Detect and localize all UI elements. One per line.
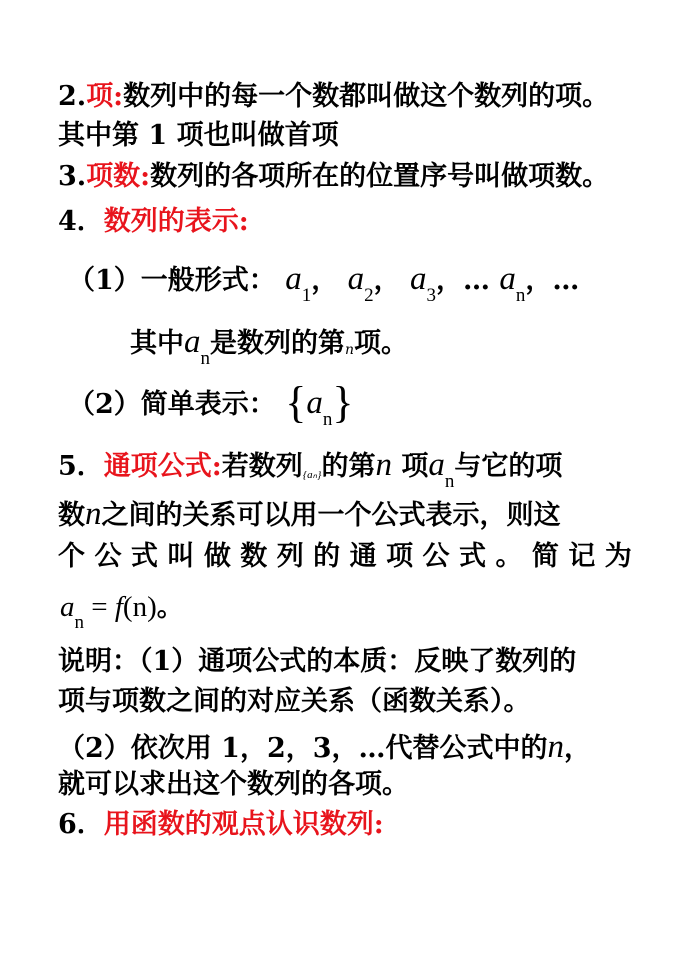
item5-number: 5． xyxy=(58,451,104,482)
item4-number: 4． xyxy=(58,206,104,237)
simple-a: a xyxy=(306,385,323,421)
note-line4: 就可以求出这个数列的各项。 xyxy=(58,769,409,800)
item5-line3 xyxy=(58,540,632,574)
item6-heading xyxy=(58,808,384,842)
item6-term: 用函数的观点认识数列: xyxy=(103,809,384,840)
item5-n2: n xyxy=(85,496,102,532)
where-a: a xyxy=(184,324,201,360)
item3-term: 项数: xyxy=(86,161,151,192)
seq-an-sub: n xyxy=(515,285,526,307)
formula-a: a xyxy=(60,591,75,623)
where-line xyxy=(130,325,408,376)
left-brace: { xyxy=(285,378,307,427)
item5-text6: 之间的关系可以用一个公式表示，则这 xyxy=(101,500,561,531)
char: 做 xyxy=(203,541,231,572)
right-brace: } xyxy=(332,378,354,427)
note-line2: 项与项数之间的对应关系（函数关系）。 xyxy=(58,686,531,717)
where-post: 项。 xyxy=(354,328,409,359)
char: 公 xyxy=(94,541,122,572)
item5-n1: n xyxy=(375,447,392,483)
item2-line2: 其中第 1 项也叫做首项 xyxy=(58,120,339,151)
item5-text1: 若数列 xyxy=(221,451,303,482)
item5-text2: 的第 xyxy=(321,451,376,482)
seq-a3: a xyxy=(410,261,427,297)
note-line1: 说明：（1）通项公式的本质：反映了数列的 xyxy=(58,646,577,677)
item5-line2 xyxy=(58,497,561,533)
char: 项 xyxy=(386,541,414,572)
item3-number: 3. xyxy=(58,161,87,192)
char: 为 xyxy=(604,541,632,572)
formula-line xyxy=(60,590,184,640)
item5-text5: 数 xyxy=(58,500,85,531)
note-line3 xyxy=(58,730,591,766)
seq-ellipsis: ，… xyxy=(525,265,580,296)
item5-line1 xyxy=(58,448,562,499)
seq-a2-sub: 2 xyxy=(364,285,374,307)
simple-form-line xyxy=(68,378,354,437)
item3-line xyxy=(58,160,609,194)
seq-a1-sub: 1 xyxy=(301,285,312,307)
seq-comma: ， xyxy=(373,265,401,296)
item5-term: 通项公式: xyxy=(103,451,222,482)
where-pre: 其中 xyxy=(130,328,184,359)
where-a-sub: n xyxy=(200,348,210,370)
general-form-line xyxy=(68,262,579,313)
item4-term: 数列的表示: xyxy=(103,206,249,237)
note-line3-post: ， xyxy=(564,733,592,764)
char: 通 xyxy=(349,541,377,572)
formula-end: 。 xyxy=(156,592,184,623)
small-seq-notation: {aₙ} xyxy=(302,469,322,481)
seq-ellipsis: ，… xyxy=(436,265,491,296)
seq-a1: a xyxy=(285,261,302,297)
item2-number: 2. xyxy=(58,81,87,112)
note-n: n xyxy=(547,729,565,765)
char: 数 xyxy=(240,541,268,572)
char: 。 xyxy=(495,541,523,572)
item2-term: 项: xyxy=(86,81,124,112)
where-mid: 是数列的第 xyxy=(210,328,345,359)
item4-heading xyxy=(58,205,249,239)
formula-f: f xyxy=(114,591,123,623)
char: 的 xyxy=(313,541,341,572)
char: 记 xyxy=(568,541,596,572)
char: 简 xyxy=(531,541,559,572)
char: 个 xyxy=(58,541,85,572)
where-n: n xyxy=(345,342,355,358)
char: 式 xyxy=(458,541,486,572)
item5-text3: 项 xyxy=(401,451,429,482)
item5-a: a xyxy=(428,447,445,483)
seq-an: a xyxy=(499,261,516,297)
simple-a-sub: n xyxy=(322,409,333,431)
char: 式 xyxy=(130,541,158,572)
seq-a2: a xyxy=(347,261,365,297)
item2-definition: 数列中的每一个数都叫做这个数列的项。 xyxy=(123,81,610,112)
formula-arg: (n) xyxy=(122,591,157,623)
item2-line1 xyxy=(58,80,609,114)
formula-a-sub: n xyxy=(74,612,84,634)
note-line3-pre: （2）依次用 1，2，3，…代替公式中的 xyxy=(58,733,548,764)
item5-text4: 与它的项 xyxy=(454,451,563,482)
char: 列 xyxy=(276,541,304,572)
item3-definition: 数列的各项所在的位置序号叫做项数。 xyxy=(150,161,610,192)
item6-number: 6． xyxy=(58,809,104,840)
char: 叫 xyxy=(167,541,195,572)
char: 公 xyxy=(422,541,450,572)
seq-a3-sub: 3 xyxy=(426,285,437,307)
simple-form-label: （2）简单表示： xyxy=(68,389,276,420)
formula-equals: = xyxy=(84,591,115,623)
general-form-label: （1）一般形式： xyxy=(68,265,276,296)
item5-a-sub: n xyxy=(444,471,455,493)
seq-comma: ， xyxy=(311,265,339,296)
